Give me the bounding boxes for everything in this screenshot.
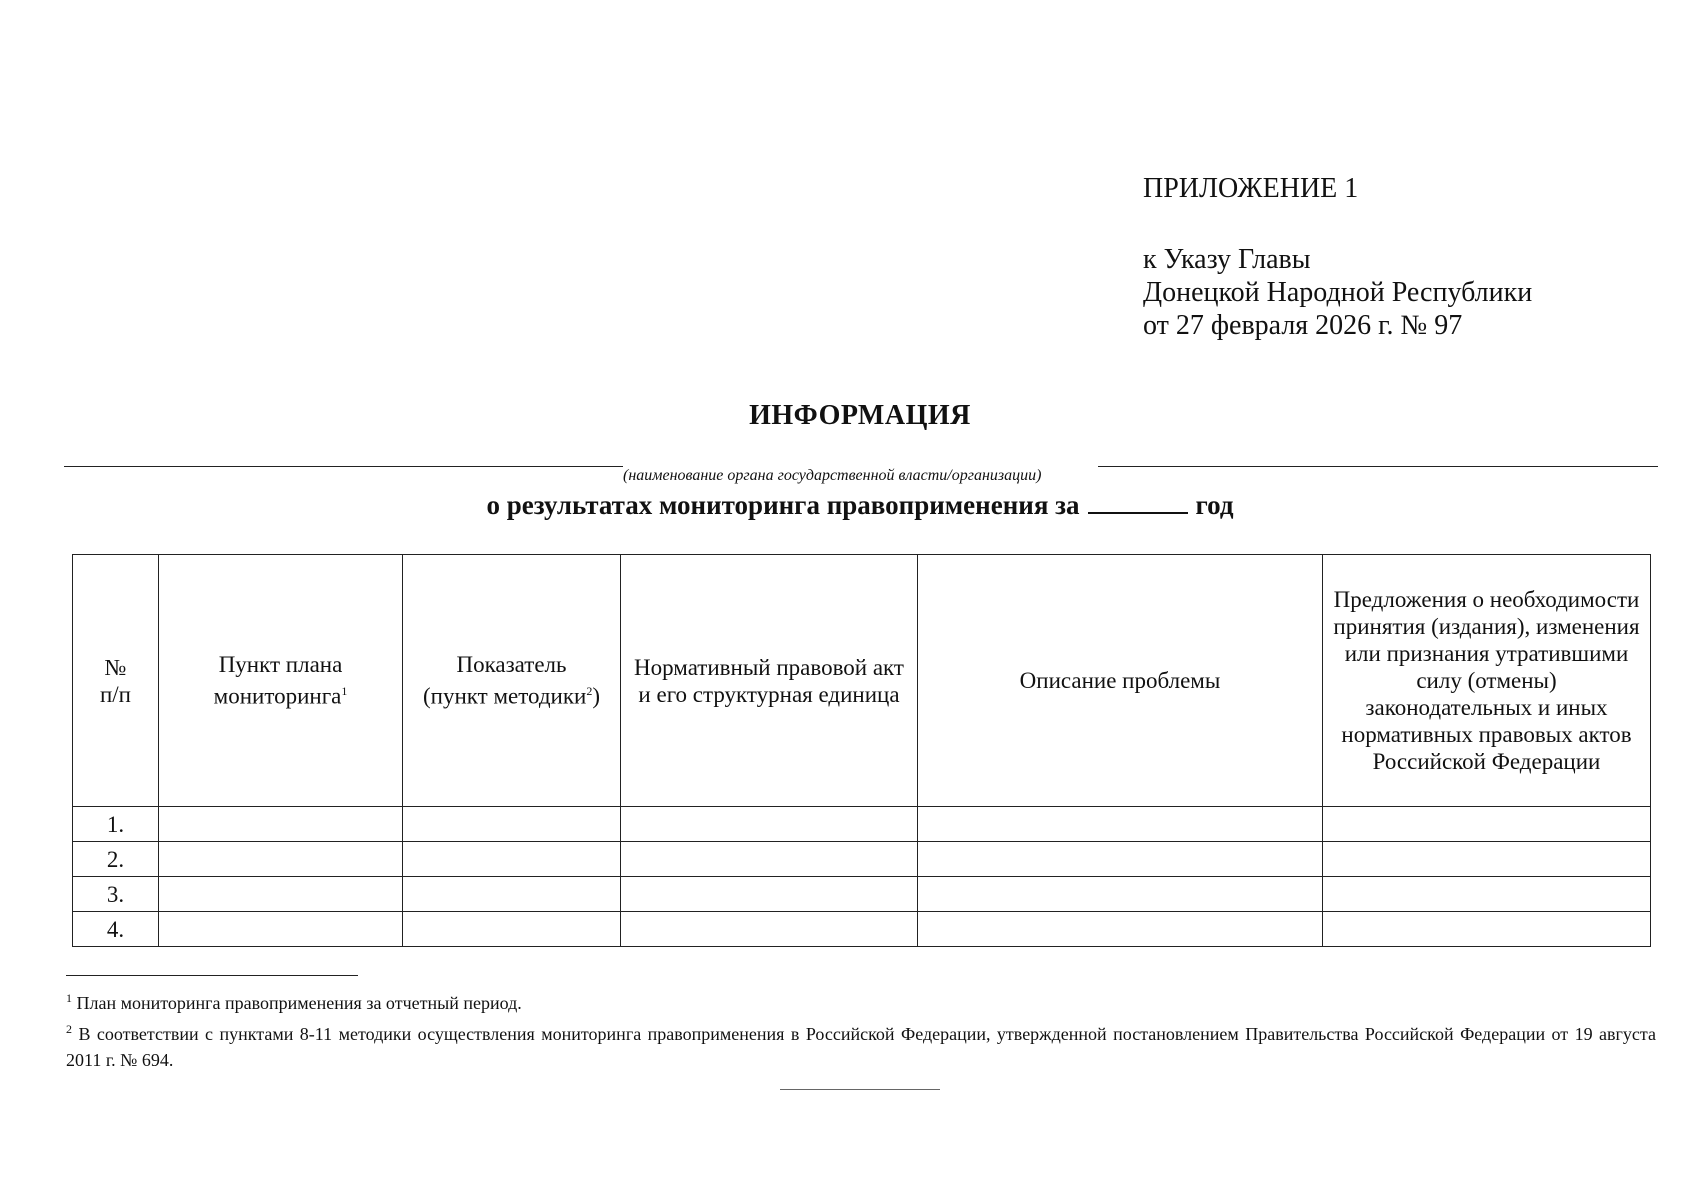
header-plan-item-line-2: [161, 678, 400, 710]
appendix-block: [1143, 172, 1532, 342]
cell-plan-item: [159, 842, 403, 877]
footnote-2-text: В соответствии с пунктами 8-11 методики осуществления мониторинга правоприменения в Российской Федерации, утвержденной постановлением Правительства Российской Федерации от 19 августа 2011 г. № 694.: [66, 1024, 1656, 1070]
header-number: [73, 555, 159, 807]
header-number-line-2: п/п: [99, 681, 131, 707]
footnote-separator: [66, 975, 358, 976]
header-problem-description: Описание проблемы: [918, 555, 1323, 807]
header-proposals-line-1: Предложения о необходимости: [1333, 587, 1640, 612]
cell-problem: [918, 912, 1323, 947]
appendix-line-date: от 27 февраля 2026 г. № 97: [1143, 310, 1463, 341]
cell-legal-act: [621, 912, 918, 947]
header-proposals-line-3: или признания утратившими: [1344, 641, 1629, 666]
cell-legal-act: [621, 877, 918, 912]
header-proposals-line-6: нормативных правовых актов: [1341, 722, 1632, 747]
appendix-heading: ПРИЛОЖЕНИЕ 1: [1143, 173, 1359, 204]
cell-plan-item: [159, 912, 403, 947]
cell-proposals: [1323, 912, 1651, 947]
header-indicator-line-1: Показатель: [456, 652, 567, 678]
header-proposals-line-4: силу (отмены): [1416, 668, 1557, 693]
monitoring-results-table: [72, 554, 1651, 947]
cell-plan-item: [159, 807, 403, 842]
header-act-line-2: и его структурная единица: [638, 681, 900, 707]
header-proposals-line-5: законодательных и иных: [1365, 695, 1608, 720]
footnote-2-mark: 2: [66, 1022, 72, 1036]
cell-legal-act: [621, 807, 918, 842]
org-name-line-right: [1098, 466, 1658, 467]
year-blank: [1088, 490, 1188, 514]
footnote-1-mark: 1: [66, 991, 72, 1005]
footnote-2: [66, 1016, 1656, 1073]
header-number-line-1: №: [104, 654, 127, 680]
cell-plan-item: [159, 877, 403, 912]
header-plan-item-word: мониторинга: [213, 683, 342, 709]
header-proposals-line-2: принятия (издания), изменения: [1333, 614, 1640, 639]
cell-proposals: [1323, 842, 1651, 877]
cell-indicator: [403, 912, 621, 947]
footnote-ref-1: 1: [341, 684, 348, 699]
header-indicator-method: (пункт методики: [423, 683, 587, 709]
table-row: [73, 807, 1651, 842]
cell-proposals: [1323, 877, 1651, 912]
document-subtitle: [0, 490, 1696, 521]
footnote-1: [66, 985, 1656, 1016]
appendix-line-decree: к Указу Главы: [1143, 244, 1311, 275]
subtitle-text: о результатах мониторинга правоприменения за: [486, 490, 1080, 520]
header-indicator-close: ): [592, 683, 600, 709]
header-proposals: [1323, 555, 1651, 807]
end-of-document-rule: [780, 1089, 940, 1090]
subtitle-year-word: год: [1195, 490, 1234, 520]
row-number: 4.: [73, 912, 159, 947]
header-act-line-1: Нормативный правовой акт: [634, 654, 904, 680]
header-indicator: [403, 555, 621, 807]
table-header-row: [73, 555, 1651, 807]
document-title: ИНФОРМАЦИЯ: [749, 400, 971, 431]
table-row: [73, 842, 1651, 877]
cell-legal-act: [621, 842, 918, 877]
appendix-line-republic: Донецкой Народной Республики: [1143, 277, 1533, 308]
header-proposals-line-7: Российской Федерации: [1372, 749, 1601, 774]
cell-problem: [918, 807, 1323, 842]
header-plan-item: [159, 555, 403, 807]
row-number: 1.: [73, 807, 159, 842]
cell-problem: [918, 877, 1323, 912]
header-legal-act: [621, 555, 918, 807]
table-row: [73, 912, 1651, 947]
cell-indicator: [403, 807, 621, 842]
cell-indicator: [403, 877, 621, 912]
footnote-ref-2: 2: [586, 684, 593, 699]
org-name-line-left: [64, 466, 623, 467]
row-number: 3.: [73, 877, 159, 912]
cell-problem: [918, 842, 1323, 877]
row-number: 2.: [73, 842, 159, 877]
cell-indicator: [403, 842, 621, 877]
header-indicator-line-2: [405, 678, 618, 710]
org-name-caption: (наименование органа государственной власти/организации): [623, 467, 1042, 484]
cell-proposals: [1323, 807, 1651, 842]
footnotes: [66, 985, 1656, 1073]
footnote-1-text: План мониторинга правоприменения за отчетный период.: [76, 993, 522, 1013]
header-plan-item-line-1: Пункт плана: [218, 652, 343, 678]
table-row: [73, 877, 1651, 912]
